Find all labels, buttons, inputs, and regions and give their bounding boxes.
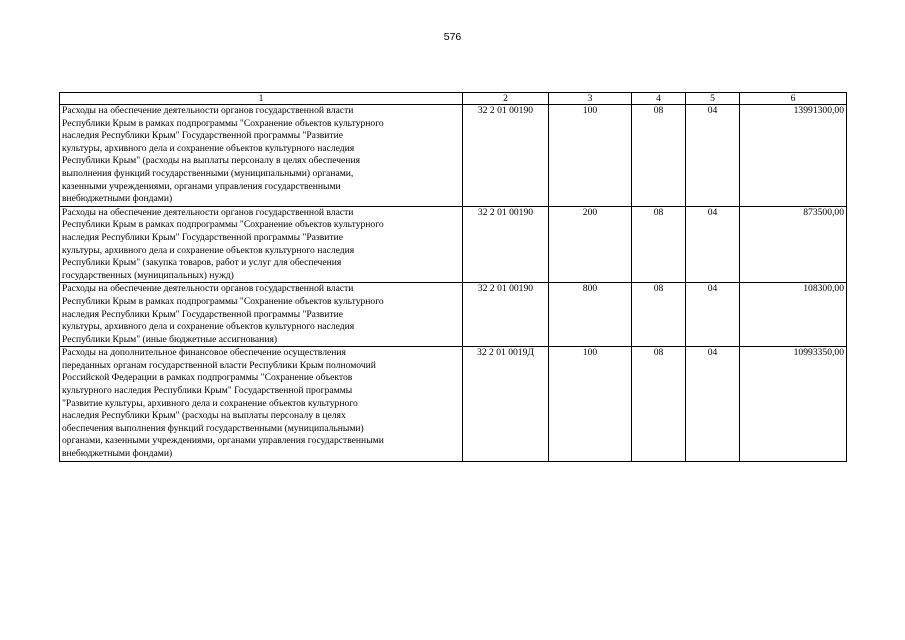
column-header-4: 4 (632, 93, 686, 105)
table-row (60, 206, 847, 283)
description-line: наследия Республики Крым" Государственной программы "Развитие (62, 231, 343, 243)
table-header-row (60, 93, 847, 105)
column-header-1: 1 (60, 93, 463, 105)
column-header-2: 2 (463, 93, 549, 105)
expense-type-cell: 200 (549, 206, 632, 283)
description-line: Республики Крым" (иные бюджетные ассигнования) (62, 333, 278, 345)
page-number: 576 (443, 31, 462, 43)
section-cell: 08 (632, 283, 686, 347)
budget-table (59, 92, 847, 462)
subsection-cell: 04 (686, 347, 740, 461)
description-line: Республики Крым" (закупка товаров, работ и услуг для обеспечения (62, 257, 342, 269)
description-line: культурного наследия Республики Крым" Государственной программы (62, 385, 353, 397)
description-line: Российской Федерации в рамках подпрограммы "Сохранение объектов (62, 372, 353, 384)
description-cell (60, 206, 463, 283)
description-line: культуры, архивного дела и сохранение объектов культурного наследия (62, 244, 355, 256)
description-line: государственных (муниципальных) нужд) (62, 269, 234, 281)
column-header-5: 5 (686, 93, 740, 105)
amount-cell: 873500,00 (740, 206, 847, 283)
description-line: Республики Крым в рамках подпрограммы "Сохранение объектов культурного (62, 219, 384, 231)
description-line: органами, казенными учреждениями, органами управления государственными (62, 435, 384, 447)
column-header-3: 3 (549, 93, 632, 105)
description-line: наследия Республики Крым" Государственной программы "Развитие (62, 308, 343, 320)
description-cell (60, 105, 463, 207)
subsection-cell: 04 (686, 283, 740, 347)
target-code-cell: 32 2 01 00190 (463, 283, 549, 347)
target-code-cell: 32 2 01 00190 (463, 206, 549, 283)
description-line: наследия Республики Крым" (расходы на выплаты персоналу в целях (62, 410, 346, 422)
description-line: Расходы на обеспечение деятельности органов государственной власти (62, 283, 354, 295)
section-cell: 08 (632, 206, 686, 283)
amount-cell: 108300,00 (740, 283, 847, 347)
amount-cell: 10993350,00 (740, 347, 847, 461)
table-row (60, 283, 847, 347)
description-line: переданных органам государственной власти Республики Крым полномочий (62, 359, 376, 371)
description-line: внебюджетными фондами) (62, 448, 173, 460)
description-line: внебюджетными фондами) (62, 193, 173, 205)
description-line: Расходы на дополнительное финансовое обеспечение осуществления (62, 347, 346, 359)
section-cell: 08 (632, 105, 686, 207)
description-line: выполнения функций государственными (муниципальными) органами, (62, 167, 354, 179)
description-line: Расходы на обеспечение деятельности органов государственной власти (62, 105, 354, 116)
description-line: культуры, архивного дела и сохранение объектов культурного наследия (62, 321, 355, 333)
description-line: культуры, архивного дела и сохранение объектов культурного наследия (62, 142, 355, 154)
description-line: "Развитие культуры, архивного дела и сохранение объектов культурного (62, 397, 358, 409)
expense-type-cell: 100 (549, 105, 632, 207)
column-header-6: 6 (740, 93, 847, 105)
target-code-cell: 32 2 01 0019Д (463, 347, 549, 461)
expense-type-cell: 100 (549, 347, 632, 461)
target-code-cell: 32 2 01 00190 (463, 105, 549, 207)
description-line: наследия Республики Крым" Государственной программы "Развитие (62, 130, 343, 142)
section-cell: 08 (632, 347, 686, 461)
description-line: Республики Крым в рамках подпрограммы "Сохранение объектов культурного (62, 295, 384, 307)
expense-type-cell: 800 (549, 283, 632, 347)
table-row (60, 105, 847, 207)
table-body (60, 105, 847, 462)
table-row (60, 347, 847, 461)
amount-cell: 13991300,00 (740, 105, 847, 207)
description-line: Расходы на обеспечение деятельности органов государственной власти (62, 206, 354, 218)
description-line: казенными учреждениями, органами управления государственными (62, 180, 341, 192)
description-line: Республики Крым" (расходы на выплаты персоналу в целях обеспечения (62, 155, 360, 167)
description-cell (60, 347, 463, 461)
description-cell (60, 283, 463, 347)
subsection-cell: 04 (686, 206, 740, 283)
description-line: Республики Крым в рамках подпрограммы "Сохранение объектов культурного (62, 117, 384, 129)
subsection-cell: 04 (686, 105, 740, 207)
description-line: обеспечения выполнения функций государственными (муниципальными) (62, 422, 364, 434)
